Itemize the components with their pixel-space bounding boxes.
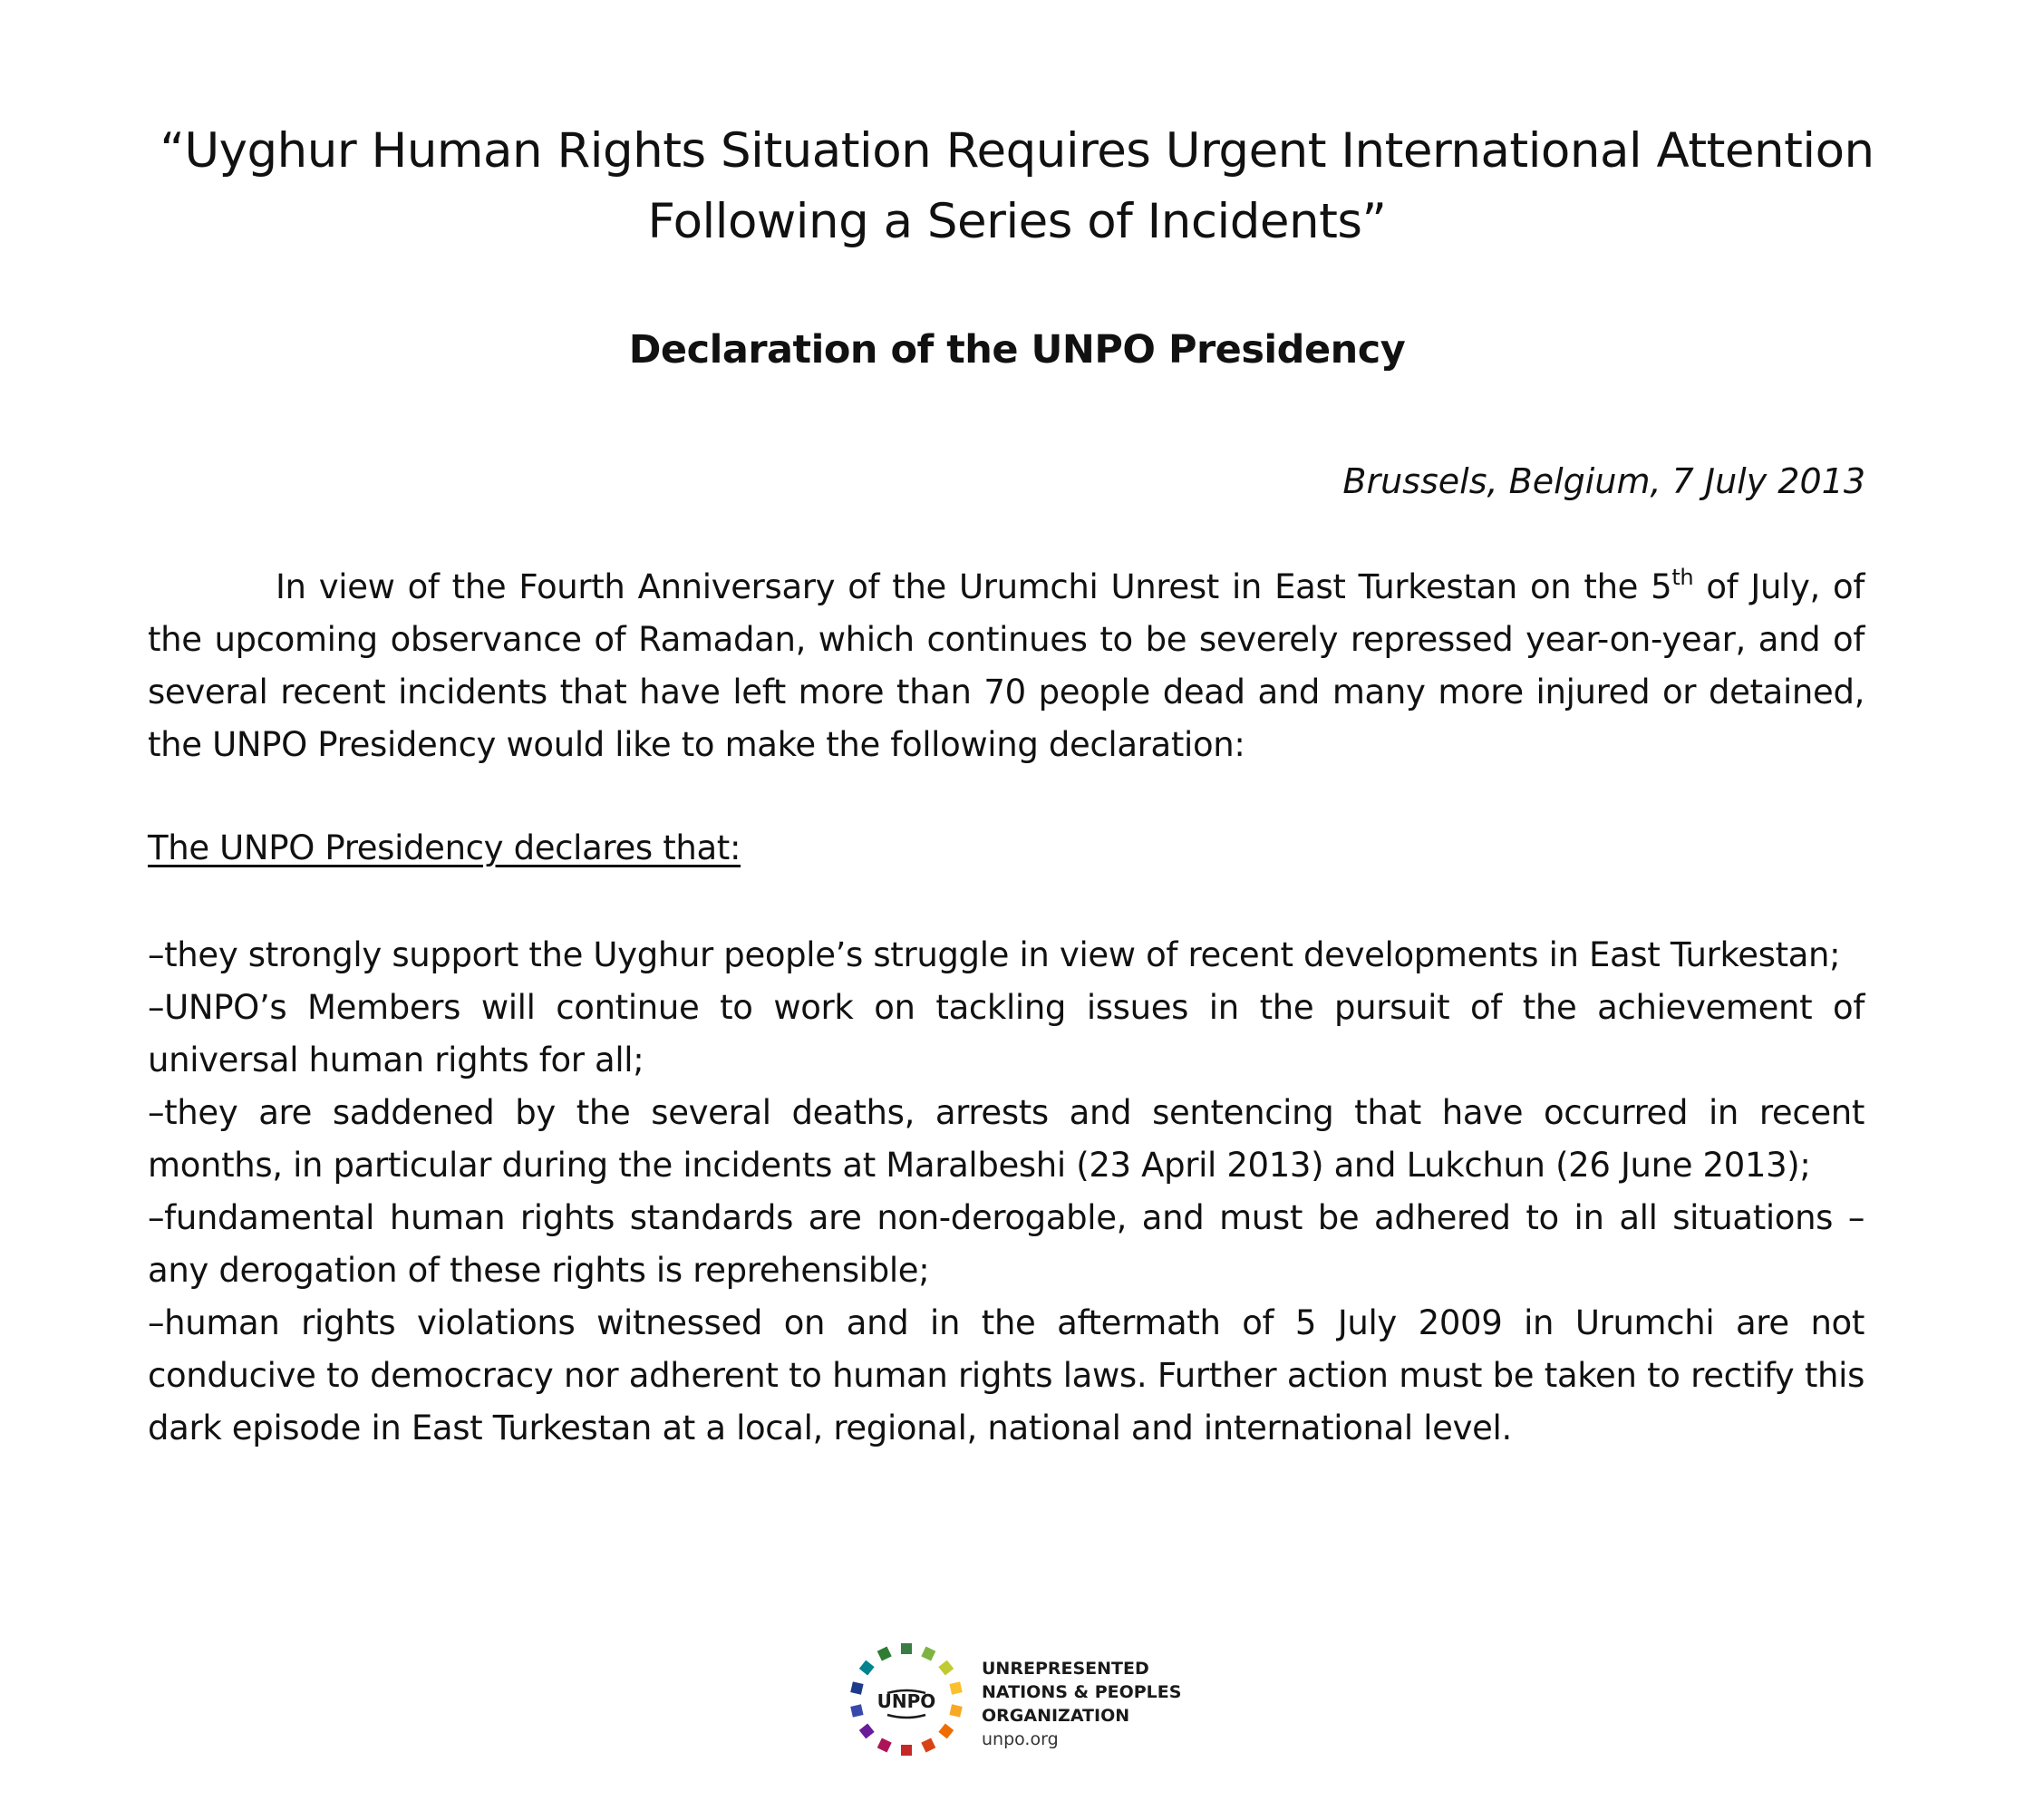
document-subtitle: Declaration of the UNPO Presidency [628, 327, 1406, 373]
dateline: Brussels, Belgium, 7 July 2013 [1342, 461, 1865, 501]
ring-segment [877, 1738, 892, 1752]
declaration-point: –they strongly support the Uyghur people’s struggle in view of recent developments in East Turkestan; [148, 935, 1841, 974]
unpo-mark-text: UNPO [877, 1690, 936, 1712]
unpo-name-line-1: UNREPRESENTED [982, 1659, 1149, 1679]
ring-segment [949, 1704, 962, 1717]
title-line-2: Following a Series of Incidents” [647, 194, 1387, 249]
ring-segment [859, 1723, 875, 1738]
ring-segment [949, 1681, 962, 1694]
ring-segment [850, 1704, 863, 1717]
ordinal-suffix: th [1671, 565, 1694, 590]
declaration-point: –human rights violations witnessed on and in the aftermath of 5 July 2009 in Urumchi are not conducive to democracy nor adherent to human rights laws. Further action must be taken to rectify this dark episode in East Turkestan at a local, regional, national and international level. [148, 1303, 1864, 1447]
unpo-name-line-2: NATIONS & PEOPLES [982, 1682, 1182, 1702]
ring-segment [921, 1738, 935, 1752]
ring-segment [859, 1660, 875, 1676]
title-line-1: “Uyghur Human Rights Situation Requires Urgent International Attention [160, 123, 1874, 179]
declaration-point: –UNPO’s Members will continue to work on tackling issues in the pursuit of the achievement of universal human rights for all; [148, 988, 1864, 1079]
ring-segment [938, 1660, 954, 1676]
declaration-point: –they are saddened by the several deaths, arrests and sentencing that have occurred in recent months, in particular during the incidents at Maralbeshi (23 April 2013) and Lukchun (26 June 2013); [148, 1093, 1864, 1185]
unpo-wordmark [982, 1657, 1181, 1751]
ring-segment [850, 1681, 863, 1694]
declares-heading: The UNPO Presidency declares that: [148, 828, 741, 867]
unpo-url: unpo.org [982, 1729, 1059, 1749]
ring-segment [938, 1723, 954, 1738]
document-title [91, 116, 1943, 257]
intro-text-start: In view of the Fourth Anniversary of the Urumchi Unrest in East Turkestan on the 5 [276, 567, 1672, 606]
ring-segment [901, 1745, 912, 1756]
declaration-point: –fundamental human rights standards are non-derogable, and must be adhered to in all situations – any derogation of these rights is reprehensible; [148, 1198, 1864, 1290]
intro-text-end: of July, of the upcoming observance of Ramadan, which continues to be severely repressed year-on-year, and of several recent incidents that have left more than 70 people dead and many more injured or detained, the UNPO Presidency would like to make the following declaration: [148, 567, 1864, 764]
declaration-points [148, 929, 1864, 1455]
ring-segment [921, 1647, 935, 1661]
unpo-ring-icon [848, 1641, 965, 1758]
ring-segment [877, 1647, 892, 1661]
unpo-logo [848, 1641, 1228, 1758]
unpo-name-line-3: ORGANIZATION [982, 1706, 1130, 1726]
intro-paragraph [148, 561, 1864, 771]
ring-segment [901, 1643, 912, 1654]
